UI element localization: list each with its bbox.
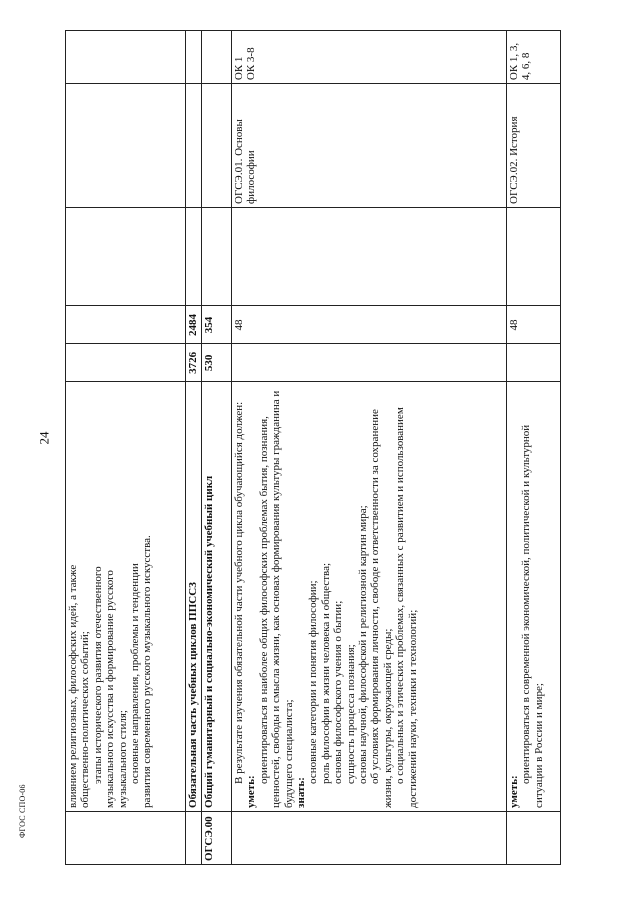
cycle-code: ОГСЭ.00 xyxy=(202,811,232,864)
code-cell xyxy=(232,811,507,864)
text-line: развития современного русского музыкального искусства. xyxy=(141,535,154,808)
table-row xyxy=(507,31,561,865)
extra-cell xyxy=(66,31,186,84)
content-cell xyxy=(66,382,186,812)
hours-value: 2484 xyxy=(186,306,202,344)
discipline-name: ОГСЭ.01. Основы философии xyxy=(232,84,507,208)
hours-value: 48 xyxy=(507,306,561,344)
discipline-cell xyxy=(66,207,186,306)
znat-item: об условиях формирования личности, свободе и ответственности за сохранение жизни, культуры, окружающей среды; xyxy=(369,409,394,808)
max-load-value: 3726 xyxy=(186,344,202,382)
znat-label: знать: xyxy=(295,777,308,808)
competence-codes: ОК 1 ОК 3-8 xyxy=(232,31,507,84)
umet-label: уметь: xyxy=(508,775,520,808)
hours-value: 354 xyxy=(202,306,232,344)
znat-item: о социальных и этических проблемах, связанных с развитием и использованием достижений науки, техники и технологий; xyxy=(394,407,419,808)
znat-item: основы философского учения о бытии; xyxy=(332,600,345,784)
code-cell xyxy=(186,811,202,864)
znat-item: основы научной, философской и религиозной картин мира; xyxy=(357,505,370,784)
discipline-name: ОГСЭ.02. История xyxy=(507,84,561,208)
table-row xyxy=(202,31,232,865)
competence-codes: ОК 1, 3, 4, 6, 8 xyxy=(507,31,561,84)
discipline-cell xyxy=(232,207,507,306)
max-load-cell xyxy=(232,344,507,382)
umet-label: уметь: xyxy=(245,775,258,808)
max-load-cell xyxy=(66,344,186,382)
text-line: этапы исторического развития отечественного xyxy=(91,566,104,784)
page-number: 24 xyxy=(36,431,52,445)
max-load-value: 530 xyxy=(202,344,232,382)
text-line: основные направления, проблемы и тенденции xyxy=(129,563,142,784)
discipline-cell xyxy=(507,207,561,306)
table-row xyxy=(232,31,507,865)
discipline-cell xyxy=(186,207,202,306)
max-load-cell xyxy=(507,344,561,382)
competence-cell xyxy=(202,84,232,208)
curriculum-table-container xyxy=(65,30,560,865)
text-line: общественно-политических событий; xyxy=(79,631,92,808)
znat-item: основные категории и понятия философии; xyxy=(307,580,320,784)
text-line: музыкального стиля; xyxy=(116,710,129,808)
extra-cell xyxy=(202,31,232,84)
competence-cell xyxy=(186,84,202,208)
znat-item: роль философии в жизни человека и общества; xyxy=(319,562,332,784)
cycle-title: Общий гуманитарный и социально-экономический учебный цикл xyxy=(202,382,232,812)
extra-cell xyxy=(186,31,202,84)
competence-cell xyxy=(66,84,186,208)
umet-item: ориентироваться в современной экономической, политической и культурной ситуации в России и мире; xyxy=(520,424,545,808)
content-cell xyxy=(232,382,507,812)
hours-value: 48 xyxy=(232,306,507,344)
section-title: Обязательная часть учебных циклов ППССЗ xyxy=(186,382,202,812)
text-line: влиянием религиозных, философских идей, а также xyxy=(67,564,79,808)
discipline-cell xyxy=(202,207,232,306)
hours-cell xyxy=(66,306,186,344)
umet-item: ориентироваться в наиболее общих философских проблемах бытия, познания, ценностей, свободы и смысла жизни, как основах формирования культуры гражданина и будущего специалиста; xyxy=(257,390,295,808)
znat-item: сущность процесса познания; xyxy=(344,644,357,784)
text-line: музыкального искусства и формирование русского xyxy=(104,570,117,808)
footer-standard-code: ФГОС СПО-06 xyxy=(18,784,27,838)
curriculum-table xyxy=(65,30,561,865)
code-cell xyxy=(66,811,186,864)
code-cell xyxy=(507,811,561,864)
intro-text: В результате изучения обязательной части учебного цикла обучающийся должен: xyxy=(233,401,245,784)
table-row xyxy=(186,31,202,865)
content-cell xyxy=(507,382,561,812)
table-row xyxy=(66,31,186,865)
